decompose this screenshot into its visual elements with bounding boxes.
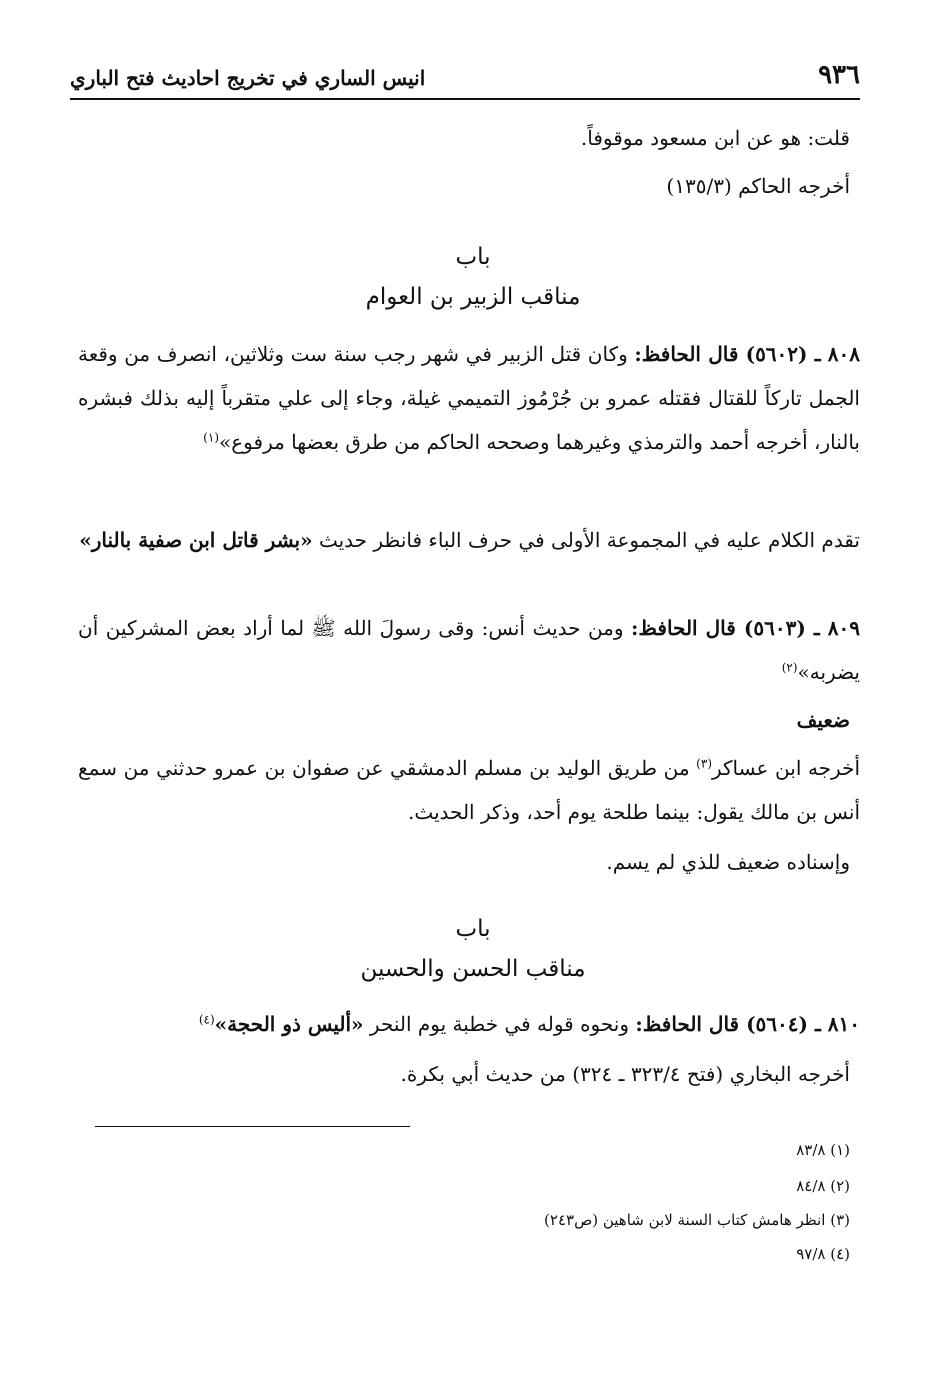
footnote-ref: (٤): [198, 1012, 215, 1027]
cross-reference-hadith: «بشر قاتل ابن صفية بالنار»: [79, 528, 313, 552]
footnote-number: (٢): [830, 1177, 850, 1195]
footnote: [78, 1140, 850, 1160]
source-line: أخرجه الحاكم (١٣٥/٣): [666, 174, 850, 198]
hadith-text: ومن حديث أنس: وقى رسولَ الله ﷺ لما أراد بعض المشركين أن يضربه»: [78, 616, 860, 684]
chapter-title: مناقب الحسن والحسين: [360, 956, 586, 982]
footnote-text: انظر هامش كتاب السنة لابن شاهين (ص٢٤٣): [544, 1211, 826, 1229]
page-number: ٩٣٦: [818, 60, 860, 90]
hadith-number: ٨٠٩ ـ (٥٦٠٣) قال الحافظ:: [631, 616, 860, 640]
hadith-quote: «أليس ذو الحجة»: [214, 1012, 364, 1036]
footnote-number: (٣): [830, 1211, 850, 1229]
hadith-810: [78, 1002, 860, 1046]
footnote-ref: (١): [203, 430, 219, 445]
footnote-ref: (٣): [696, 756, 712, 771]
footnote-text: ٩٧/٨: [796, 1245, 826, 1263]
footnote: [78, 1176, 850, 1196]
hadith-text: وكان قتل الزبير في شهر رجب سنة ست وثلاثين، انصرف من وقعة الجمل تاركاً للقتال فقتله عمرو بن جُرْمُوز التميمي غيلة، وجاء إلى علي متقرباً إليه بذلك فبشره بالنار، أخرجه أحمد والترمذي وغيرهما وصححه الحاكم من طرق بعضها مرفوع»: [78, 342, 860, 454]
takhrij-text-a: أخرجه ابن عساكر: [712, 756, 861, 780]
hadith-809: [78, 606, 860, 694]
takhrij-810: أخرجه البخاري (فتح ٣٢٣/٤ ـ ٣٢٤) من حديث أبي بكرة.: [400, 1062, 850, 1086]
footnote-separator: [95, 1126, 410, 1127]
footnote: [78, 1244, 850, 1264]
footnote-text: ٨٤/٨: [796, 1177, 826, 1195]
book-title: انيس الساري في تخريج احاديث فتح الباري: [70, 66, 426, 90]
takhrij-text-b: من طريق الوليد بن مسلم الدمشقي عن صفوان بن عمرو حدثني من سمع أنس بن مالك يقول: بينما طلحة يوم أحد، وذكر الحديث.: [78, 756, 860, 824]
cross-reference: [78, 518, 860, 562]
chapter-title: مناقب الزبير بن العوام: [365, 284, 581, 310]
hadith-number: ٨٠٨ ـ (٥٦٠٢) قال الحافظ:: [634, 342, 861, 366]
chapter-label: باب: [455, 916, 491, 942]
running-header: [70, 58, 860, 100]
cross-reference-text: تقدم الكلام عليه في المجموعة الأولى في حرف الباء فانظر حديث: [318, 528, 860, 552]
footnote-number: (٤): [830, 1245, 850, 1263]
footnote-ref: (٢): [781, 660, 798, 675]
chapter-label: باب: [455, 244, 491, 270]
footnote-text: ٨٣/٨: [796, 1141, 826, 1159]
hadith-808: [78, 332, 860, 464]
footnote-number: (١): [830, 1141, 850, 1159]
note-line: قلت: هو عن ابن مسعود موقوفاً.: [580, 126, 850, 150]
hadith-text: ونحوه قوله في خطبة يوم النحر: [369, 1012, 630, 1036]
takhrij-809: [78, 746, 860, 834]
hadith-number: ٨١٠ ـ (٥٦٠٤) قال الحافظ:: [635, 1012, 860, 1036]
hadith-grade: ضعيف: [796, 708, 850, 732]
footnote: [78, 1210, 850, 1230]
isnad-note: وإسناده ضعيف للذي لم يسم.: [606, 850, 850, 874]
